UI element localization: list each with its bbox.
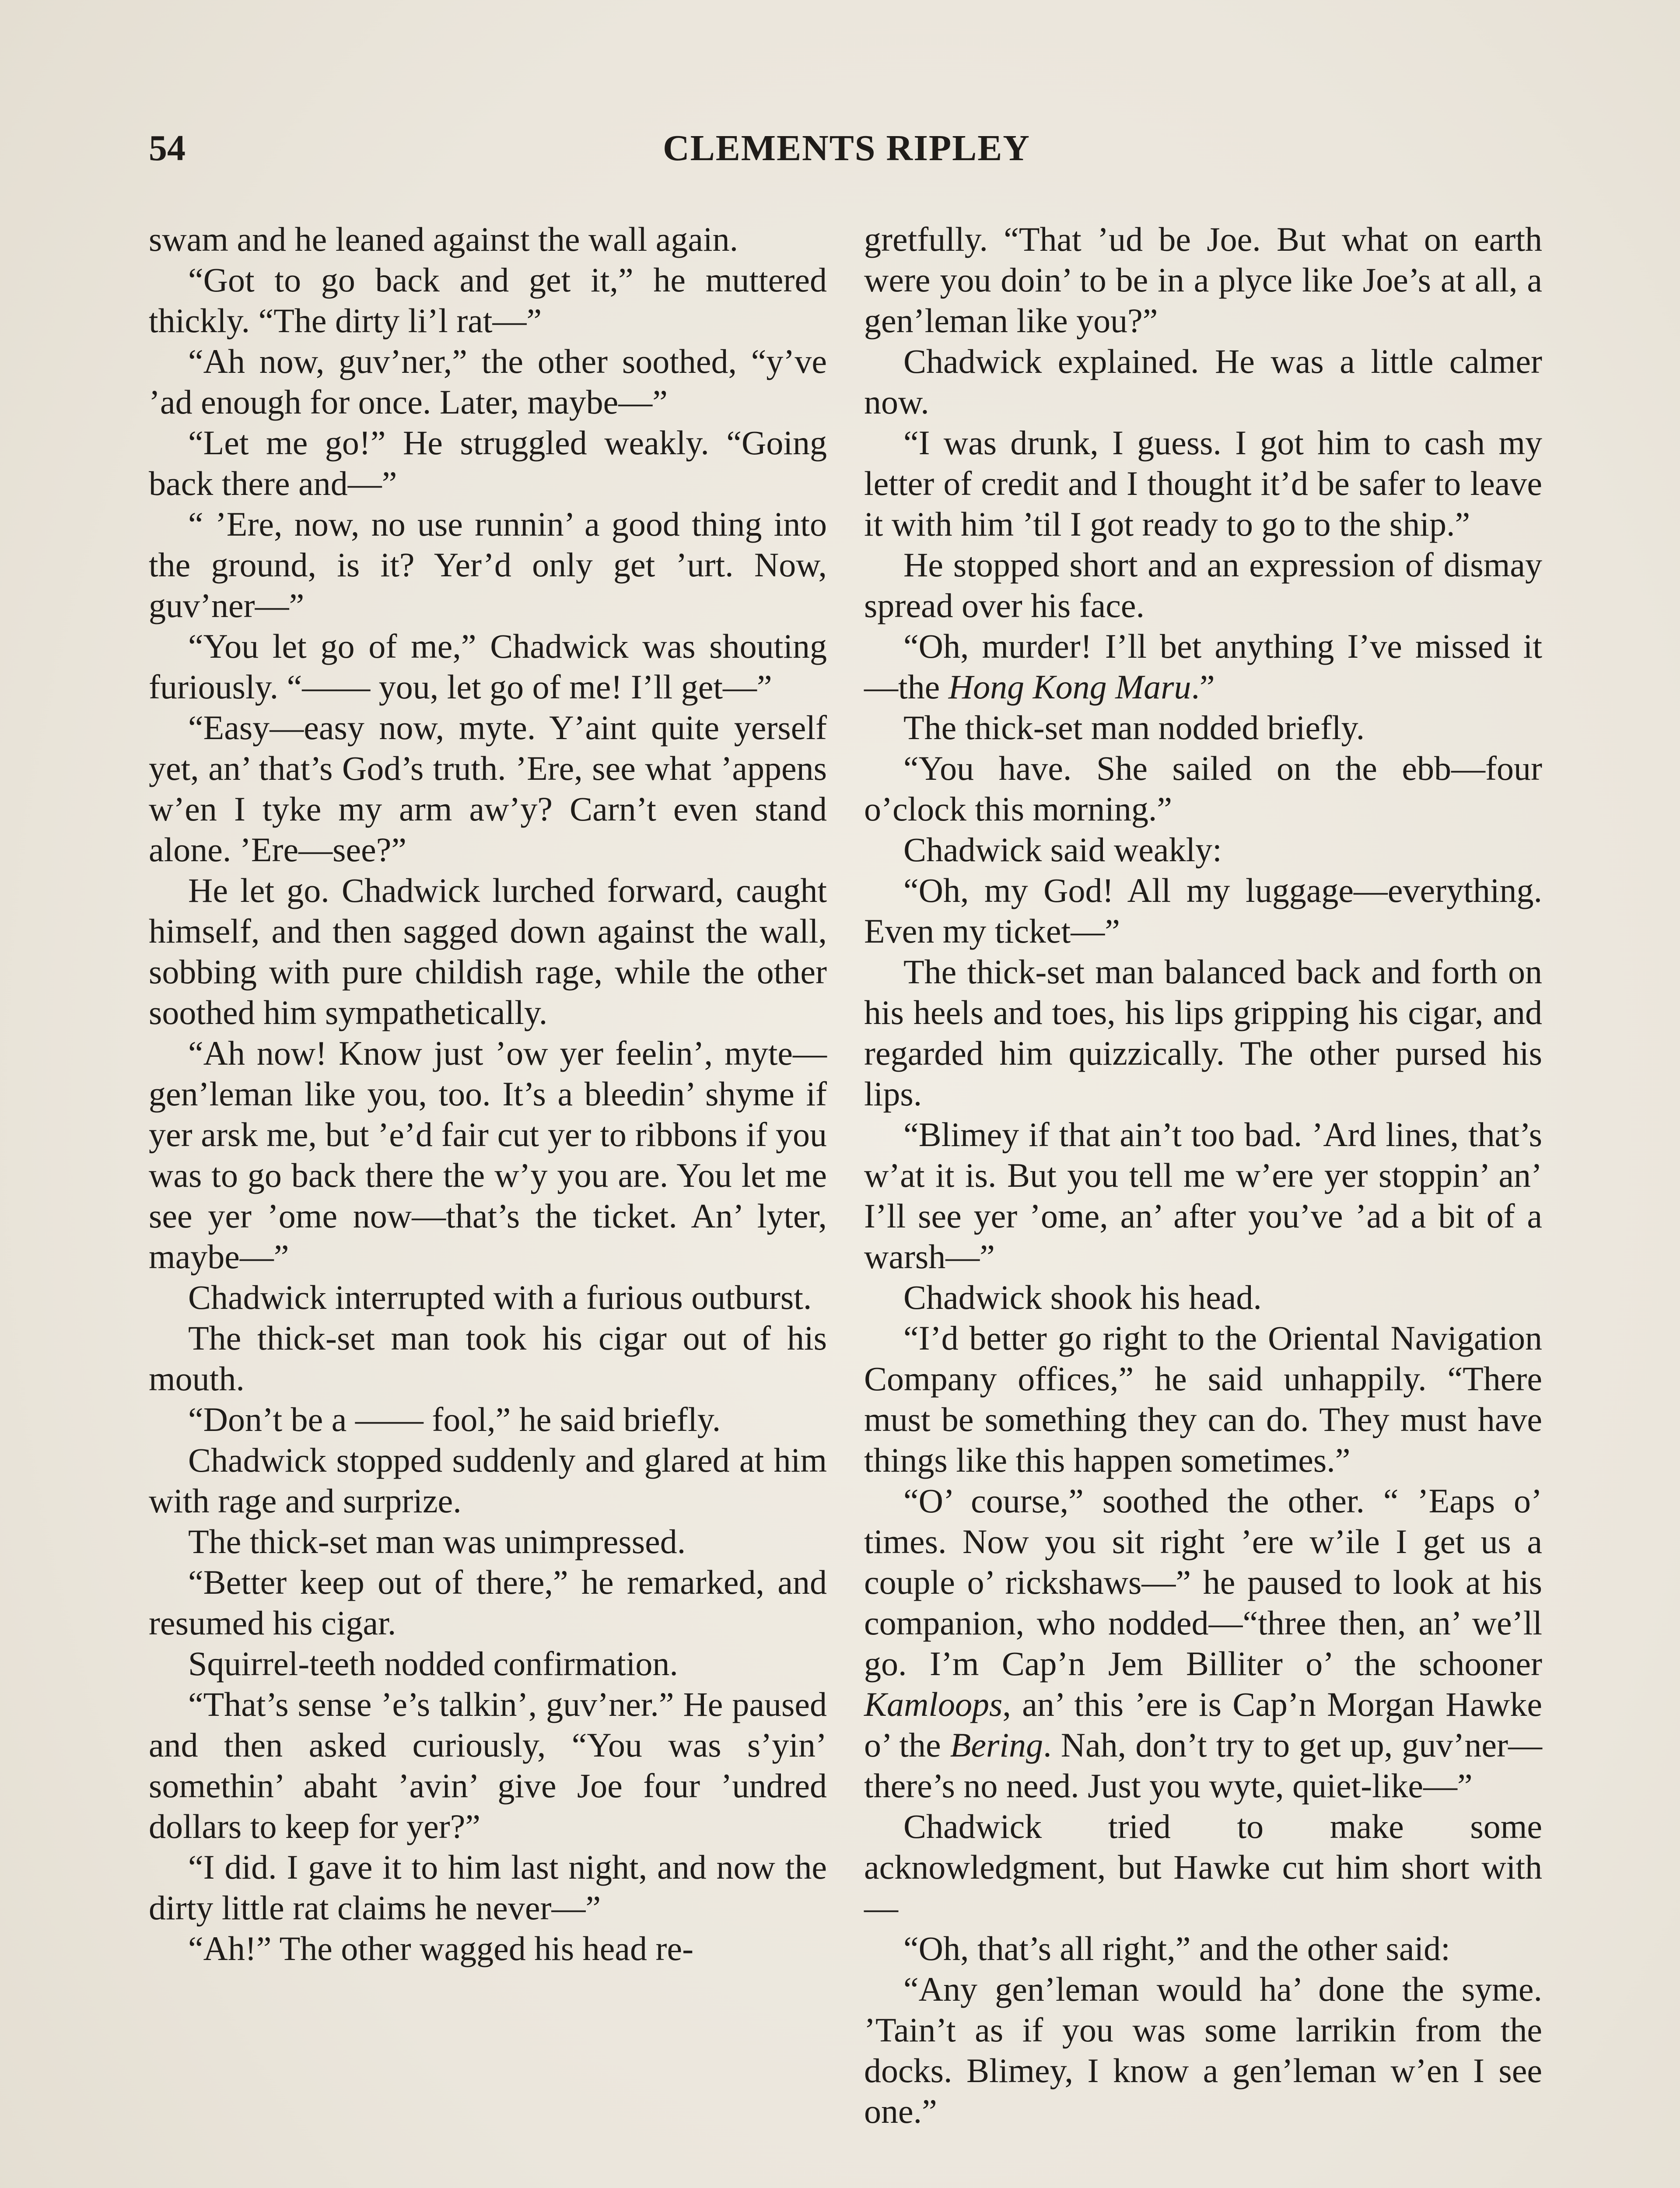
ship-name: Bering	[950, 1726, 1043, 1764]
paragraph	[864, 626, 1542, 707]
paragraph: “You let go of me,” Chadwick was shouting furiously. “—— you, let go of me! I’ll get—”	[149, 627, 827, 706]
text-run: , an’ this ’ere is Cap’n Morgan Hawke o’ the	[864, 1685, 1542, 1764]
paragraph: “Ah now, guv’ner,” the other soothed, “y’ve ’ad enough for once. Later, maybe—”	[149, 342, 827, 421]
schooner-name: Kamloops	[864, 1685, 1003, 1723]
paragraph: “Oh, that’s all right,” and the other said:	[903, 1929, 1450, 1967]
paragraph: “Oh, my God! All my luggage—everything. Even my ticket—”	[864, 871, 1542, 950]
paragraph: “Better keep out of there,” he remarked, and resumed his cigar.	[149, 1563, 827, 1642]
paragraph: Chadwick interrupted with a furious outburst.	[188, 1278, 812, 1316]
paragraph: Chadwick tried to make some acknowledgment, but Hawke cut him short with—	[864, 1807, 1542, 1927]
paragraph: Chadwick shook his head.	[903, 1278, 1262, 1316]
paragraph: The thick-set man nodded briefly.	[903, 708, 1365, 747]
paragraph: He stopped short and an expression of dismay spread over his face.	[864, 546, 1542, 624]
paragraph: The thick-set man balanced back and forth on his heels and toes, his lips gripping his cigar, and regarded him quizzically. The other pursed his lips.	[864, 953, 1542, 1113]
paragraph: The thick-set man was unimpressed.	[188, 1522, 686, 1560]
paragraph: “ ’Ere, now, no use runnin’ a good thing into the ground, is it? Yer’d only get ’urt. Now, guv’ner—”	[149, 505, 827, 624]
paragraph: He let go. Chadwick lurched forward, caught himself, and then sagged down against the wall, sobbing with pure childish rage, while the other soothed him sympathetically.	[149, 871, 827, 1031]
paragraph: Squirrel-teeth nodded confirmation.	[188, 1645, 678, 1683]
page-number: 54	[149, 128, 186, 168]
paragraph: “Let me go!” He struggled weakly. “Going back there and—”	[149, 424, 827, 502]
paragraph: “Any gen’leman would ha’ done the syme. ’Tain’t as if you was some larrikin from the docks. Blimey, I know a gen’leman w’en I see one.”	[864, 1970, 1542, 2130]
ship-name: Hong Kong Maru	[948, 668, 1191, 706]
left-column	[149, 219, 827, 1969]
text-run: .”	[1191, 668, 1215, 706]
paragraph: The thick-set man took his cigar out of his mouth.	[149, 1319, 827, 1398]
page-header	[149, 127, 1544, 179]
paragraph: “Easy—easy now, myte. Y’aint quite yerself yet, an’ that’s God’s truth. ’Ere, see what ’appens w’en I tyke my arm aw’y? Carn’t even stand alone. ’Ere—see?”	[149, 708, 827, 869]
text-run: “O’ course,” soothed the other. “ ’Eaps o’ times. Now you sit right ’ere w’ile I get us a couple o’ rickshaws—” he paused to look at his companion, who nodded—“three then, an’ we’ll go. I’m Cap’n Jem Billiter o’ the schooner	[864, 1482, 1542, 1683]
paragraph: “I was drunk, I guess. I got him to cash my letter of credit and I thought it’d be safer to leave it with him ’til I got ready to go to the ship.”	[864, 424, 1542, 543]
paragraph: “I’d better go right to the Oriental Navigation Company offices,” he said unhappily. “There must be something they can do. They must have things like this happen sometimes.”	[864, 1319, 1542, 1479]
text-run: “Oh, murder! I’ll bet anything I’ve missed it—the	[864, 627, 1542, 706]
paragraph: Chadwick explained. He was a little calmer now.	[864, 342, 1542, 421]
paragraph: “You have. She sailed on the ebb—four o’clock this morning.”	[864, 749, 1542, 828]
right-column	[864, 219, 1542, 2132]
paragraph: “Don’t be a —— fool,” he said briefly.	[188, 1400, 721, 1438]
paragraph: Chadwick stopped suddenly and glared at him with rage and surprize.	[149, 1441, 827, 1520]
paragraph: “Ah!” The other wagged his head re-	[188, 1929, 694, 1967]
paragraph: “Blimey if that ain’t too bad. ’Ard lines, that’s w’at it is. But you tell me w’ere yer stoppin’ an’ I’ll see yer ’ome, an’ after you’ve ’ad a bit of a warsh—”	[864, 1115, 1542, 1276]
paragraph: Chadwick said weakly:	[903, 831, 1222, 869]
paragraph: gretfully. “That ’ud be Joe. But what on earth were you doin’ to be in a plyce like Joe’s at all, a gen’leman like you?”	[864, 220, 1542, 340]
paragraph: “Ah now! Know just ’ow yer feelin’, myte—gen’leman like you, too. It’s a bleedin’ shyme if yer arsk me, but ’e’d fair cut yer to ribbons if you was to go back there the w’y you are. You let me see yer ’ome now—that’s the ticket. An’ lyter, maybe—”	[149, 1034, 827, 1276]
running-title: CLEMENTS RIPLEY	[663, 128, 1030, 168]
paragraph	[864, 1480, 1542, 1806]
paragraph: “That’s sense ’e’s talkin’, guv’ner.” He paused and then asked curiously, “You was s’yin’ somethin’ abaht ’avin’ give Joe four ’undred dollars to keep for yer?”	[149, 1685, 827, 1845]
paragraph: “Got to go back and get it,” he muttered thickly. “The dirty li’l rat—”	[149, 261, 827, 340]
text-run: . Nah, don’t try to get up, guv’ner—there’s no need. Just you wyte, quiet-like—”	[864, 1726, 1542, 1805]
paragraph: “I did. I gave it to him last night, and now the dirty little rat claims he never—”	[149, 1848, 827, 1927]
paragraph: swam and he leaned against the wall again.	[149, 220, 738, 258]
